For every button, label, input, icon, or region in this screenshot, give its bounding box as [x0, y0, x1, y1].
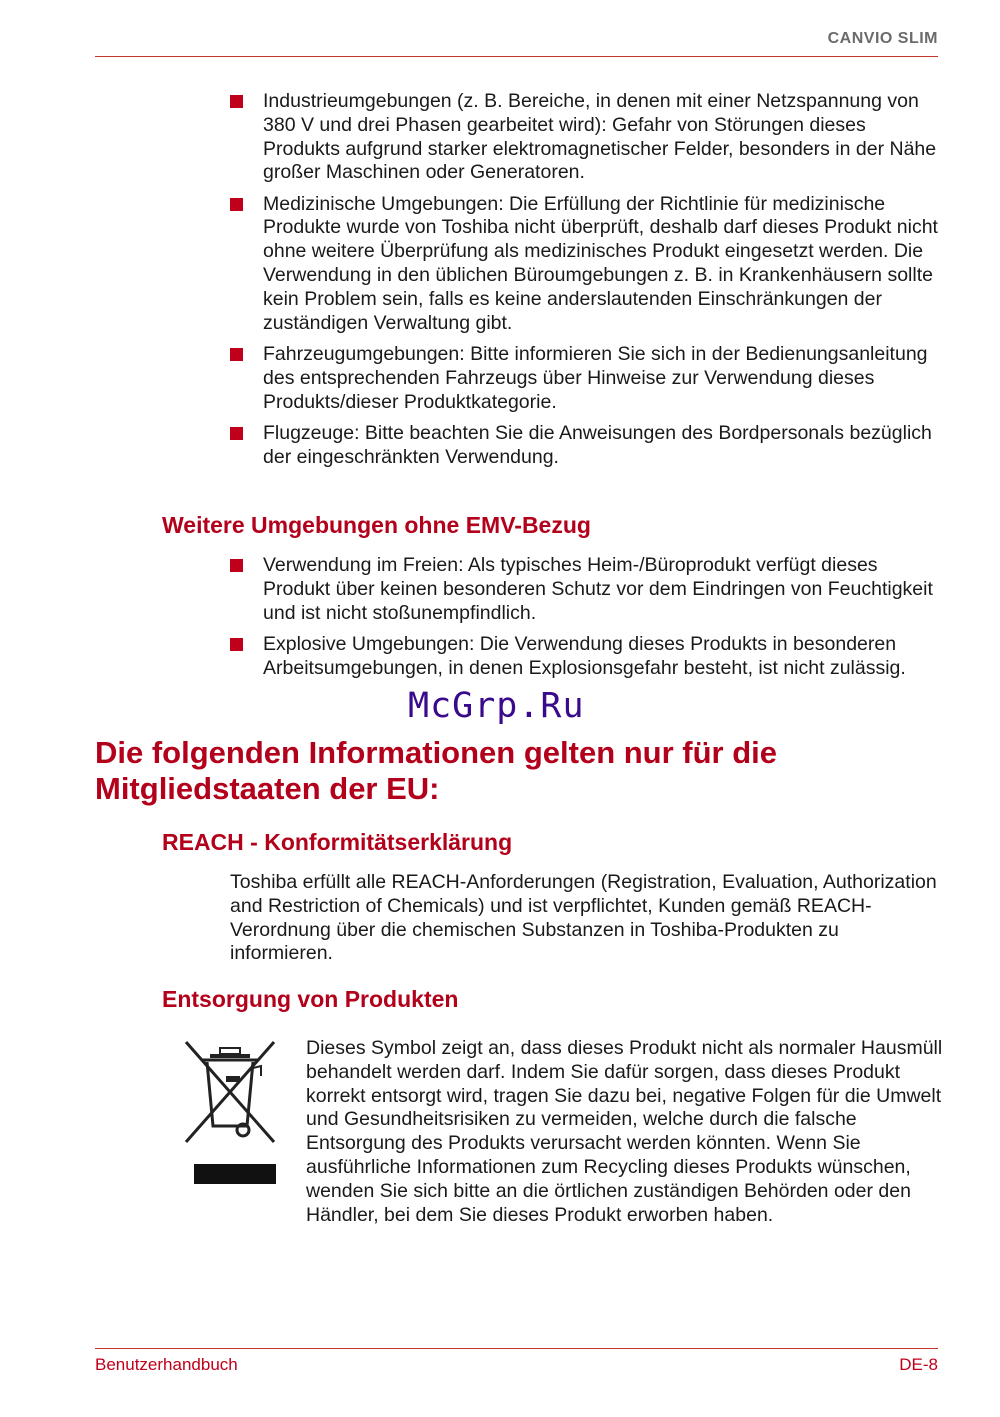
list-item-text: Explosive Umgebungen: Die Verwendung dieses Produkts in besonderen Arbeitsumgebungen, in denen Explosionsgefahr besteht, ist nicht zulässig. [263, 632, 906, 679]
list-item [230, 90, 945, 185]
list-item-text: Industrieumgebungen (z. B. Bereiche, in denen mit einer Netzspannung von 380 V und drei Phasen gearbeitet wird): Gefahr von Störungen dieses Produkts aufgrund starker elektromagnetischer Felder, besonders in der Nähe großer Maschinen oder Generatoren. [263, 90, 937, 184]
eu-heading-line2: Mitgliedstaaten der EU: [95, 771, 440, 806]
eu-heading-line1: Die folgenden Informationen gelten nur für die [95, 735, 778, 770]
reach-heading: REACH - Konformitätserklärung [162, 829, 513, 855]
eu-heading [95, 735, 945, 807]
list-item [230, 343, 945, 414]
list-item-text: Verwendung im Freien: Als typisches Heim-/Büroprodukt verfügt dieses Produkt über keinen besonderen Schutz vor dem Eindringen von Feuchtigkeit und ist nicht stoßunempfindlich. [263, 554, 933, 624]
bullet-square-icon [230, 95, 243, 108]
list-item [230, 554, 945, 625]
bullet-list-environments [230, 90, 945, 477]
bullet-square-icon [230, 198, 243, 211]
list-item-text: Medizinische Umgebungen: Die Erfüllung der Richtlinie für medizinische Produkte wurde von Toshiba nicht überprüft, deshalb darf dieses Produkt nicht ohne weitere Überprüfung als medizinisches Produkt eingesetzt werden. Die Verwendung in den üblichen Büroumgebungen z. B. in Krankenhäusern sollte kein Problem sein, falls es keine anderslautenden Einschränkungen der zuständigen Verwaltung gibt. [263, 192, 938, 334]
disposal-paragraph: Dieses Symbol zeigt an, dass dieses Produkt nicht als normaler Hausmüll behandelt werden darf. Indem Sie dafür sorgen, dass dieses Produkt korrekt entsorgt wird, tragen Sie dazu bei, negative Folgen für die Umwelt und Gesundheitsrisiken zu vermeiden, welche durch die falsche Entsorgung des Produkts verursacht werden könnten. Wenn Sie ausführliche Informationen zum Recycling dieses Produkts wünschen, wenden Sie sich bitte an die örtlichen zuständigen Behörden oder den Händler, bei dem Sie dieses Produkt erworben haben. [306, 1037, 943, 1226]
disposal-heading: Entsorgung von Produkten [162, 986, 459, 1012]
section-heading-other-environments: Weitere Umgebungen ohne EMV-Bezug [162, 512, 591, 538]
footer-rule [95, 1348, 938, 1349]
crossed-out-wheelie-bin-icon [180, 1038, 280, 1188]
list-item [230, 193, 945, 336]
footer-page-number: DE-8 [899, 1355, 938, 1374]
list-item-text: Fahrzeugumgebungen: Bitte informieren Sie sich in der Bedienungsanleitung des entsprechenden Fahrzeugs über Hinweise zur Verwendung dieses Produkts/dieser Produktkategorie. [263, 342, 928, 413]
bullet-square-icon [230, 348, 243, 361]
bullet-square-icon [230, 559, 243, 572]
list-item [230, 422, 945, 470]
list-item [230, 633, 945, 681]
list-item-text: Flugzeuge: Bitte beachten Sie die Anweisungen des Bordpersonals bezüglich der eingeschränkten Verwendung. [263, 421, 932, 468]
header-title: CANVIO SLIM [827, 30, 938, 47]
footer-manual-title: Benutzerhandbuch [95, 1355, 238, 1374]
bullet-list-other-environments [230, 554, 945, 688]
reach-paragraph: Toshiba erfüllt alle REACH-Anforderungen (Registration, Evaluation, Authorization and Restriction of Chemicals) und ist verpflichtet, Kunden gemäß REACH-Verordnung über die chemischen Substanzen in Toshiba-Produkten zu informieren. [230, 871, 937, 965]
header-rule [95, 56, 938, 57]
bullet-square-icon [230, 638, 243, 651]
bullet-square-icon [230, 427, 243, 440]
watermark-text: McGrp.Ru [408, 686, 585, 726]
